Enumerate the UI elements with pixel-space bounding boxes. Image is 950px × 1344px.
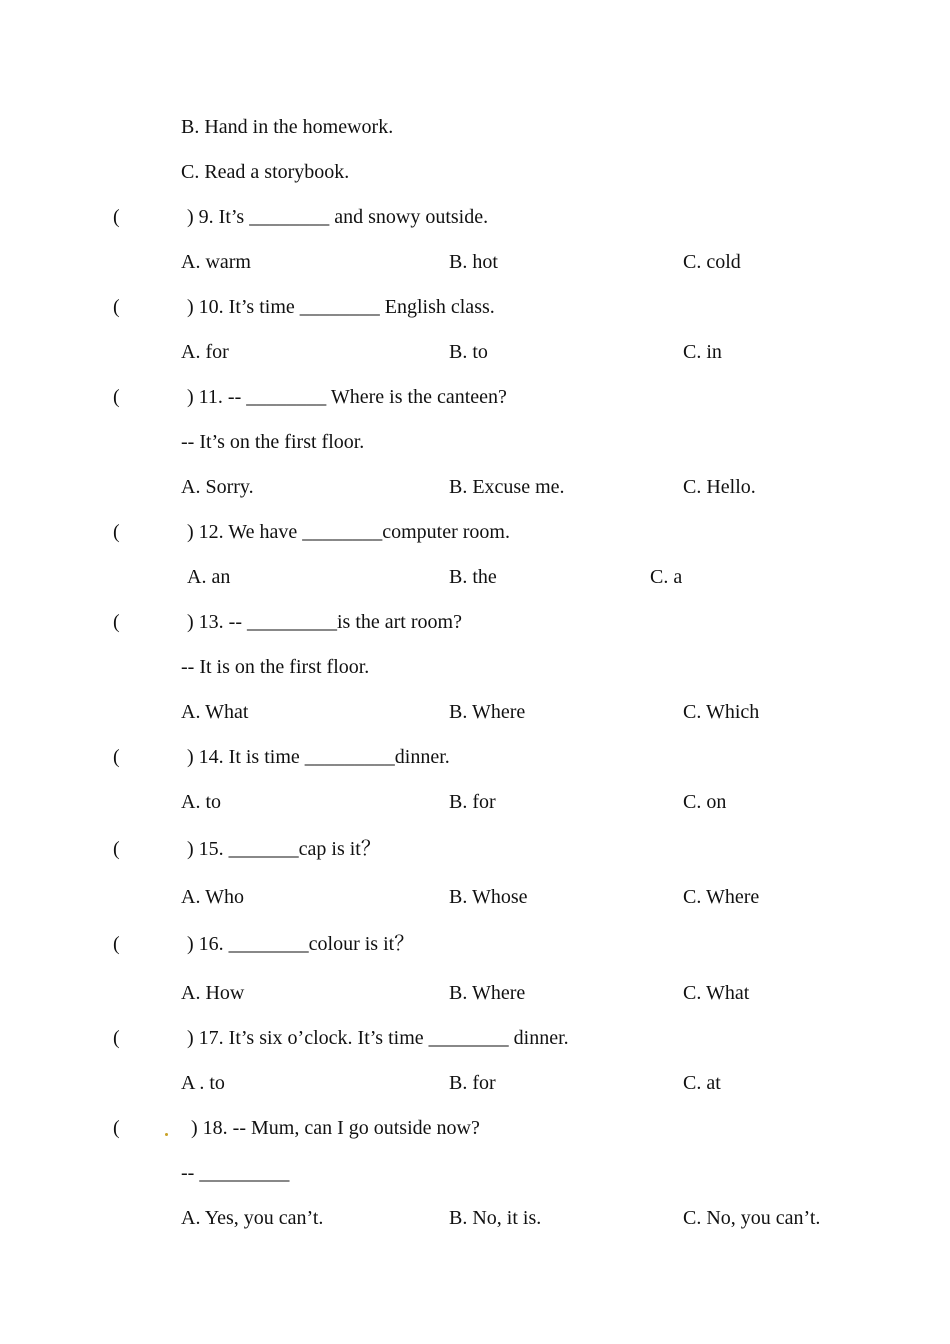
stray-mark	[165, 1133, 168, 1136]
answer-bracket-q17: (	[113, 1027, 120, 1049]
q13-option-c: C. Which	[683, 701, 760, 723]
q9-option-c: C. cold	[683, 251, 741, 273]
question-10-stem: ) 10. It’s time ________ English class.	[187, 296, 495, 318]
question-13-stem: ) 13. -- _________is the art room?	[187, 611, 462, 633]
q9-option-a: A. warm	[181, 251, 251, 273]
answer-bracket-q14: (	[113, 746, 120, 768]
q13-option-b: B. Where	[449, 701, 526, 723]
prev-option-b: B. Hand in the homework.	[181, 116, 394, 138]
q18-option-c: C. No, you can’t.	[683, 1207, 821, 1229]
q15-option-a: A. Who	[181, 886, 244, 908]
question-11-stem: ) 11. -- ________ Where is the canteen?	[187, 386, 507, 408]
question-18-reply: -- _________	[181, 1162, 290, 1184]
answer-bracket-q12: (	[113, 521, 120, 543]
q9-option-b: B. hot	[449, 251, 498, 273]
prev-option-c: C. Read a storybook.	[181, 161, 350, 183]
question-16-stem: ) 16. ________colour is it？	[187, 933, 415, 955]
question-12-stem: ) 12. We have ________computer room.	[187, 521, 510, 543]
q10-option-a: A. for	[181, 341, 229, 363]
q14-option-c: C. on	[683, 791, 727, 813]
question-14-stem: ) 14. It is time _________dinner.	[187, 746, 450, 768]
answer-bracket-q16: (	[113, 933, 120, 955]
answer-bracket-q15: (	[113, 838, 120, 860]
q16-option-b: B. Where	[449, 982, 526, 1004]
question-9-stem: ) 9. It’s ________ and snowy outside.	[187, 206, 489, 228]
question-11-reply: -- It’s on the first floor.	[181, 431, 365, 453]
answer-bracket-q13: (	[113, 611, 120, 633]
q13-option-a: A. What	[181, 701, 249, 723]
q17-option-c: C. at	[683, 1072, 721, 1094]
q15-option-c: C. Where	[683, 886, 760, 908]
question-15-stem: ) 15. _______cap is it？	[187, 838, 381, 860]
q11-option-c: C. Hello.	[683, 476, 756, 498]
q10-option-c: C. in	[683, 341, 722, 363]
q12-option-c: C. a	[650, 566, 683, 588]
answer-bracket-q9: (	[113, 206, 120, 228]
q18-option-a: A. Yes, you can’t.	[181, 1207, 324, 1229]
q12-option-a: A. an	[187, 566, 231, 588]
q18-option-b: B. No, it is.	[449, 1207, 542, 1229]
question-13-reply: -- It is on the first floor.	[181, 656, 370, 678]
question-18-stem: ) 18. -- Mum, can I go outside now?	[191, 1117, 480, 1139]
q15-option-b: B. Whose	[449, 886, 528, 908]
answer-bracket-q10: (	[113, 296, 120, 318]
q17-option-a: A . to	[181, 1072, 225, 1094]
q11-option-b: B. Excuse me.	[449, 476, 565, 498]
q17-option-b: B. for	[449, 1072, 496, 1094]
q14-option-b: B. for	[449, 791, 496, 813]
q10-option-b: B. to	[449, 341, 488, 363]
question-17-stem: ) 17. It’s six o’clock. It’s time ________ dinner.	[187, 1027, 569, 1049]
q12-option-b: B. the	[449, 566, 497, 588]
q14-option-a: A. to	[181, 791, 221, 813]
q16-option-c: C. What	[683, 982, 750, 1004]
q11-option-a: A. Sorry.	[181, 476, 254, 498]
answer-bracket-q11: (	[113, 386, 120, 408]
q16-option-a: A. How	[181, 982, 245, 1004]
answer-bracket-q18: (	[113, 1117, 120, 1139]
